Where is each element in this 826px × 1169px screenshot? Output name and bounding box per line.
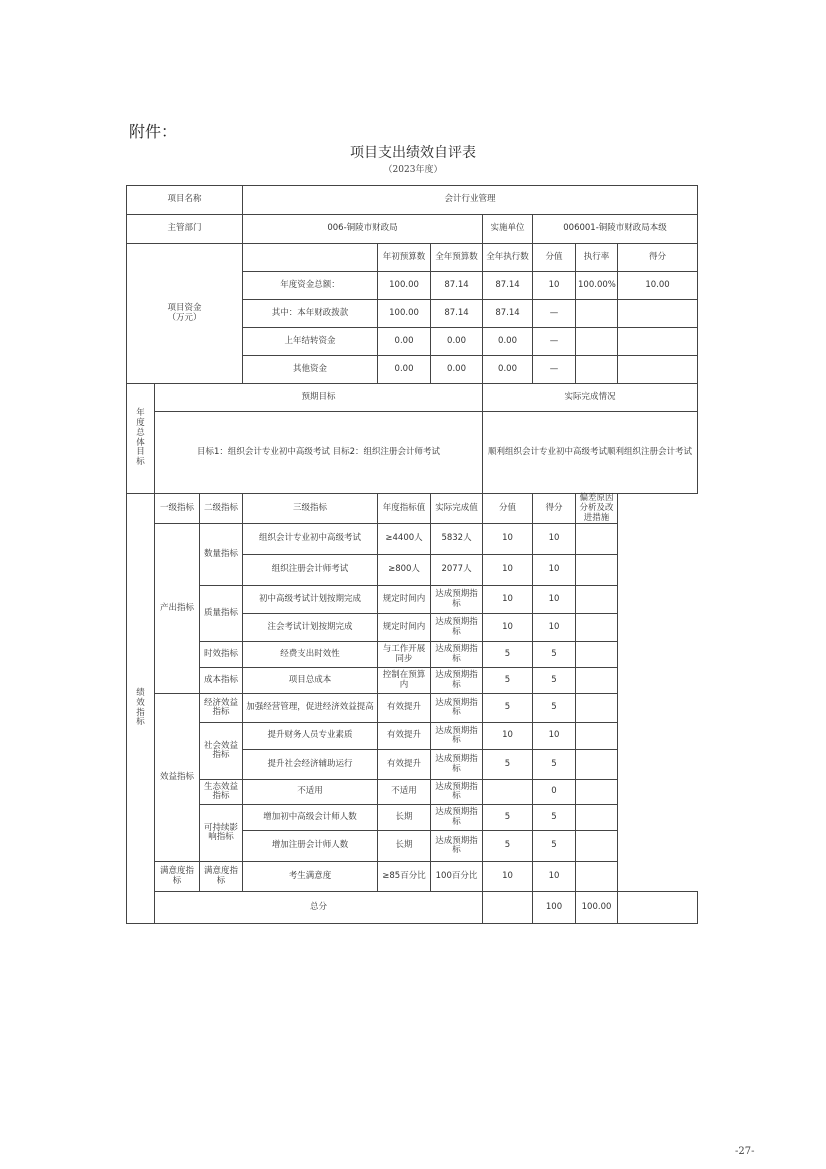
funds-header-executed: 全年执行数 (483, 244, 533, 272)
indicator-weight: 10 (483, 723, 533, 750)
indicator-actual: 达成预期指标 (431, 750, 483, 780)
indicator-score: 5 (533, 750, 576, 780)
total-score: 100.00 (576, 892, 618, 924)
perf-header-target: 年度指标值 (378, 494, 431, 524)
goals-side-label (127, 384, 155, 494)
indicator-name: 组织会计专业初中高级考试 (243, 524, 378, 555)
project-name-row (127, 186, 698, 215)
indicator-actual: 达成预期指标 (431, 586, 483, 614)
goals-expected: 目标1：组织会计专业初中高级考试 目标2：组织注册会计师考试 (155, 412, 483, 494)
funds-header-blank (243, 244, 378, 272)
department-row (127, 215, 698, 244)
funds-cell (618, 300, 698, 328)
attachment-label: 附件： (129, 122, 178, 141)
perf-side-label (127, 494, 155, 924)
indicator-target: 长期 (378, 831, 431, 862)
indicator-actual: 达成预期指标 (431, 831, 483, 862)
project-name-label: 项目名称 (127, 186, 243, 215)
indicator-actual: 达成预期指标 (431, 805, 483, 831)
indicator-name: 经费支出时效性 (243, 642, 378, 668)
funds-header-rate: 执行率 (576, 244, 618, 272)
perf-header-deviation: 偏差原因分析及改进措施 (576, 494, 618, 524)
implementing-unit-value: 006001-铜陵市财政局本级 (533, 215, 698, 244)
department-value: 006-铜陵市财政局 (243, 215, 483, 244)
indicator-weight: 5 (483, 750, 533, 780)
page-number: -27- (735, 1146, 755, 1157)
level2-quality: 质量指标 (200, 586, 243, 642)
funds-cell: 10.00 (618, 272, 698, 300)
indicator-weight: 5 (483, 831, 533, 862)
perf-header-actual: 实际完成值 (431, 494, 483, 524)
indicator-score: 5 (533, 642, 576, 668)
indicator-name: 项目总成本 (243, 668, 378, 694)
funds-cell: 87.14 (483, 272, 533, 300)
level1-benefit: 效益指标 (155, 694, 200, 862)
perf-header-level2: 二级指标 (200, 494, 243, 524)
indicator-target: 规定时间内 (378, 614, 431, 642)
indicator-target: 有效提升 (378, 723, 431, 750)
level2-ecological: 生态效益指标 (200, 780, 243, 805)
indicator-actual: 达成预期指标 (431, 668, 483, 694)
funds-row-label: 其中：本年财政拨款 (243, 300, 378, 328)
funds-cell: 0.00 (378, 356, 431, 384)
indicator-weight: 10 (483, 614, 533, 642)
level2-sustainable: 可持续影响指标 (200, 805, 243, 862)
level1-output: 产出指标 (155, 524, 200, 694)
level1-satisfaction: 满意度指标 (155, 862, 200, 892)
perf-header-row (127, 494, 698, 524)
indicator-note (576, 668, 618, 694)
total-row (127, 892, 698, 924)
funds-cell (576, 328, 618, 356)
funds-header-annual: 全年预算数 (431, 244, 483, 272)
indicator-actual: 达成预期指标 (431, 642, 483, 668)
indicator-name: 考生满意度 (243, 862, 378, 892)
indicator-weight: 5 (483, 694, 533, 723)
department-label: 主管部门 (127, 215, 243, 244)
total-blank (483, 892, 533, 924)
funds-cell: 0.00 (378, 328, 431, 356)
funds-cell: — (533, 328, 576, 356)
indicator-target: 控制在预算内 (378, 668, 431, 694)
indicator-target: 有效提升 (378, 694, 431, 723)
indicator-actual: 达成预期指标 (431, 614, 483, 642)
funds-cell: 87.14 (483, 300, 533, 328)
form-year: （2023年度） (383, 165, 443, 175)
indicator-note (576, 694, 618, 723)
perf-row (127, 524, 698, 555)
goals-content-row (127, 412, 698, 494)
indicator-target: 规定时间内 (378, 586, 431, 614)
indicator-score: 5 (533, 668, 576, 694)
funds-cell: 100.00 (378, 272, 431, 300)
perf-row (127, 642, 698, 668)
goals-side-text: 年度总体目标 (136, 408, 145, 468)
perf-header-score: 得分 (533, 494, 576, 524)
funds-row-label: 年度资金总额： (243, 272, 378, 300)
indicator-note (576, 642, 618, 668)
funds-cell (618, 356, 698, 384)
perf-header-level3: 三级指标 (243, 494, 378, 524)
indicator-actual: 100百分比 (431, 862, 483, 892)
funds-header-row (127, 244, 698, 272)
indicator-note (576, 555, 618, 586)
funds-cell (576, 356, 618, 384)
indicator-target: ≥4400人 (378, 524, 431, 555)
level2-cost: 成本指标 (200, 668, 243, 694)
indicator-note (576, 723, 618, 750)
form-title: 项目支出绩效自评表 (350, 145, 476, 161)
indicator-note (576, 586, 618, 614)
indicator-weight: 10 (483, 524, 533, 555)
perf-side-text: 绩效指标 (136, 688, 145, 728)
indicator-score: 5 (533, 694, 576, 723)
perf-row (127, 723, 698, 750)
indicator-actual: 达成预期指标 (431, 694, 483, 723)
indicator-score: 5 (533, 805, 576, 831)
level2-satisfaction: 满意度指标 (200, 862, 243, 892)
indicator-score: 10 (533, 723, 576, 750)
funds-cell: 87.14 (431, 272, 483, 300)
funds-label: 项目资金 （万元） (127, 244, 243, 384)
indicator-name: 增加初中高级会计师人数 (243, 805, 378, 831)
indicator-name: 加强经营管理，促进经济效益提高 (243, 694, 378, 723)
funds-header-initial: 年初预算数 (378, 244, 431, 272)
funds-cell: — (533, 300, 576, 328)
funds-cell: 87.14 (431, 300, 483, 328)
perf-row (127, 862, 698, 892)
indicator-target: ≥800人 (378, 555, 431, 586)
indicator-actual: 5832人 (431, 524, 483, 555)
indicator-name: 提升财务人员专业素质 (243, 723, 378, 750)
funds-cell: 0.00 (431, 328, 483, 356)
funds-header-weight: 分值 (533, 244, 576, 272)
total-label: 总分 (155, 892, 483, 924)
indicator-weight: 5 (483, 668, 533, 694)
indicator-name: 增加注册会计师人数 (243, 831, 378, 862)
indicator-note (576, 750, 618, 780)
indicator-actual: 2077人 (431, 555, 483, 586)
goals-expected-header: 预期目标 (155, 384, 483, 412)
level2-quantity: 数量指标 (200, 524, 243, 586)
perf-header-level1: 一级指标 (155, 494, 200, 524)
perf-row (127, 586, 698, 614)
level2-timeliness: 时效指标 (200, 642, 243, 668)
indicator-weight (483, 780, 533, 805)
funds-cell (618, 328, 698, 356)
funds-cell: 0.00 (483, 356, 533, 384)
indicator-note (576, 614, 618, 642)
indicator-name: 注会考试计划按期完成 (243, 614, 378, 642)
indicator-note (576, 862, 618, 892)
goals-actual: 顺利组织会计专业初中高级考试顺利组织注册会计考试 (483, 412, 698, 494)
funds-cell (576, 300, 618, 328)
funds-header-score: 得分 (618, 244, 698, 272)
implementing-unit-label: 实施单位 (483, 215, 533, 244)
goals-actual-header: 实际完成情况 (483, 384, 698, 412)
funds-cell: 0.00 (483, 328, 533, 356)
goals-header-row (127, 384, 698, 412)
indicator-target: 有效提升 (378, 750, 431, 780)
indicator-name: 提升社会经济辅助运行 (243, 750, 378, 780)
indicator-note (576, 805, 618, 831)
indicator-weight: 10 (483, 586, 533, 614)
perf-header-weight: 分值 (483, 494, 533, 524)
indicator-target: ≥85百分比 (378, 862, 431, 892)
indicator-weight: 5 (483, 642, 533, 668)
indicator-name: 组织注册会计师考试 (243, 555, 378, 586)
funds-cell: 10 (533, 272, 576, 300)
indicator-weight: 5 (483, 805, 533, 831)
indicator-target: 不适用 (378, 780, 431, 805)
performance-table (126, 185, 698, 924)
perf-row (127, 780, 698, 805)
indicator-target: 与工作开展同步 (378, 642, 431, 668)
funds-cell: — (533, 356, 576, 384)
indicator-score: 10 (533, 586, 576, 614)
level2-social: 社会效益指标 (200, 723, 243, 780)
indicator-score: 10 (533, 614, 576, 642)
funds-cell: 100.00 (378, 300, 431, 328)
indicator-weight: 10 (483, 862, 533, 892)
funds-row-label: 其他资金 (243, 356, 378, 384)
indicator-score: 0 (533, 780, 576, 805)
indicator-score: 10 (533, 555, 576, 586)
perf-row (127, 668, 698, 694)
indicator-score: 5 (533, 831, 576, 862)
funds-cell: 100.00% (576, 272, 618, 300)
funds-row-label: 上年结转资金 (243, 328, 378, 356)
indicator-note (576, 831, 618, 862)
project-name-value: 会计行业管理 (243, 186, 698, 215)
indicator-name: 初中高级考试计划按期完成 (243, 586, 378, 614)
indicator-weight: 10 (483, 555, 533, 586)
indicator-score: 10 (533, 862, 576, 892)
indicator-score: 10 (533, 524, 576, 555)
total-weight: 100 (533, 892, 576, 924)
perf-row (127, 694, 698, 723)
indicator-actual: 达成预期指标 (431, 780, 483, 805)
indicator-name: 不适用 (243, 780, 378, 805)
total-note (618, 892, 698, 924)
perf-row (127, 805, 698, 831)
level2-economic: 经济效益指标 (200, 694, 243, 723)
funds-cell: 0.00 (431, 356, 483, 384)
indicator-note (576, 524, 618, 555)
indicator-target: 长期 (378, 805, 431, 831)
indicator-note (576, 780, 618, 805)
indicator-actual: 达成预期指标 (431, 723, 483, 750)
